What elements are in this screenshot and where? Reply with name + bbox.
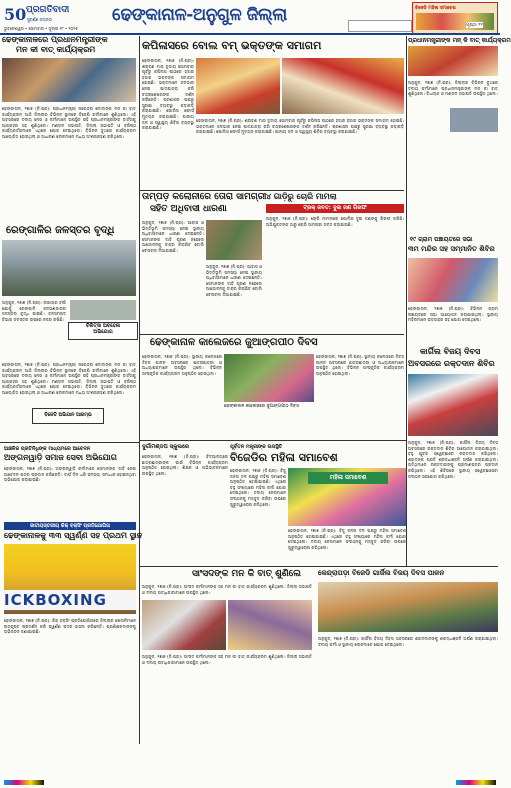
- reg-swatch-r: [456, 780, 496, 785]
- photo-kargil: [408, 374, 498, 436]
- photo-sansad-2: [228, 600, 312, 650]
- body-sahbhagi-2: ଢେଙ୍କାନାଳ, ୨୭ା୭ (ନି.ପ୍ର): ବିଭିନ୍ନ ଗ୍ରାମ ପଞ୍ଚାୟତରେ ସଭା ଆୟୋଜନ କରାଯାଇଥିଲା। ସ୍ଥାନୀୟ ମହିଳାମାନେ ଉତ୍ସାହର ସହ ଯୋଗ ଦେଇଥିଲେ।: [408, 306, 498, 323]
- body-anganwadi: ଢେଙ୍କାନାଳ, ୨୭ା୭ (ନି.ପ୍ର): ଅଙ୍ଗନୱାଡ଼ି କର୍ମୀମାନେ ସେମାନଙ୍କ ଦାବି ନେଇ ଆବେଦନ ପତ୍ର ପ୍ରଦାନ କରିଛନ୍ତି। ଦୀର୍ଘ ଦିନ ଧରି ସମସ୍ୟା ସମାଧାନ ହୋଇନଥିବା ଅଭିଯୋଗ କରାଯାଇଛି।: [4, 466, 136, 483]
- body-kapilas-2: ଢେଙ୍କାନାଳ, ୨୭ା୭ (ନି.ପ୍ର): ଶ୍ରାବଣ ମାସ ତୃତୀୟ ସୋମବାର ପୂର୍ବରୁ କପିଳାସ ପୀଠରେ ହଜାର ହଜାର ଭକ୍ତଙ୍କ ସମାଗମ ହୋଇଛି। ଭକ୍ତମାନେ ଜଳଭାର ନେଇ ପାଦଯାତ୍ରା କରି ଚନ୍ଦ୍ରଶେଖରଙ୍କ ଦର୍ଶନ କରିଛନ୍ତି। ପ୍ରଶାସନ ପକ୍ଷରୁ ସୁରକ୍ଷା ବ୍ୟବସ୍ଥା କଡ଼ାକଡ଼ି କରାଯାଇଛି। ପୋଲିସ ଫୋର୍ସ ମୁତୟନ କରାଯାଇଛି। ପାନୀୟ ଜଳ ଓ ସ୍ୱାସ୍ଥ୍ୟ ଶିବିର ବ୍ୟବସ୍ଥା କରାଯାଇଛି।: [196, 118, 404, 135]
- photo-river-2: [70, 300, 136, 320]
- body-bjd-women: ଢେଙ୍କାନାଳ, ୨୭ା୭ (ନି.ପ୍ର): ବିଜୁ ଜନତା ଦଳ ପକ୍ଷରୁ ମହିଳା ସମାବେଶ ଅନୁଷ୍ଠିତ ହୋଇଯାଇଛି। ଏଥିରେ ବହୁ ସଂଖ୍ୟାରେ ମହିଳା କର୍ମୀ ଯୋଗ ଦେଇଥିଲେ। ଦଳୀୟ ନେତାମାନେ ସଂଗଠନକୁ ମଜବୁତ କରିବା ଉପରେ ଗୁରୁତ୍ୱାରୋପ କରିଥିଲେ।: [230, 468, 286, 507]
- photo-baramba: [224, 354, 314, 402]
- body-kendrapara: ଅନୁଗୁଳ, ୨୭ା୭ (ନି.ପ୍ର): କାର୍ଗିଲ ବିଜୟ ଦିବସ ଅବସରରେ ଶହୀଦମାନଙ୍କୁ ଶ୍ରଦ୍ଧାଞ୍ଜଳି ଅର୍ପଣ କରାଯାଇଥିଲା। ଦଳୀୟ କର୍ମୀ ଓ ସ୍ଥାନୀୟ ଲୋକମାନେ ଯୋଗ ଦେଇଥିଲେ।: [318, 636, 498, 647]
- headline-police: ୪ ଗାଡ଼ିରୁ ଚୋରି ମାମଲା: [266, 192, 337, 201]
- registration-bar: [0, 778, 500, 788]
- sub-river-2: ଅଭିଯୋଗ: [93, 329, 113, 335]
- headline-dharna-2: ସହିତ ଅଧିବାସୀ ଧାରଣା: [150, 204, 227, 214]
- article-mann-ki-baat: [2, 36, 136, 440]
- headline-bjd-women: ବିଜେଡିର ମହିଳା ସମାବେଶ: [230, 451, 338, 464]
- divider-left-2: [0, 442, 139, 443]
- photo-bjd-women: [288, 468, 406, 526]
- body-dharna-2: ଅନୁଗୁଳ, ୨୭ା୭ (ନି.ପ୍ର): ଆବାସ ଓ ଭିତ୍ତିଭୂମି ସମସ୍ୟା ନେଇ ସ୍ଥାନୀୟ ଅଧିବାସୀମାନେ ଧାରଣା ଦେଇଛନ୍ତି। ସେମାନଙ୍କ ଦାବି ପୂରଣ ନହେଲେ ଆନ୍ଦୋଳନକୁ ତୀବ୍ର କରାଯିବ ବୋଲି ଚେତାବନୀ ଦିଆଯାଇଛି।: [206, 264, 262, 297]
- logo-number: 50: [4, 5, 27, 24]
- divider-right: [406, 36, 407, 566]
- headline-kickboxing: ଢେଙ୍କାନାଳକୁ ୩୩ ସ୍ୱର୍ଣ୍ଣ ସହ ପ୍ରଥମ ସ୍ଥାନ: [4, 531, 143, 540]
- photo-pm-right-2: [450, 108, 498, 132]
- ad-strip: [348, 20, 412, 32]
- headline-pm-right: ପ୍ରଧାନମନ୍ତ୍ରୀଙ୍କ ମନ୍ କି ବାତ୍ କାର୍ଯ୍ୟକ୍ରମ: [408, 37, 511, 44]
- headline-sahbhagi: ୩ମ ମନ୍ଦିର ସହ ସମ୍ମାନିତ ଶିବିର: [408, 245, 495, 253]
- logo-50: [4, 5, 26, 23]
- ad-label: ବିଜେଡି ମହିଳା ସମାବେଶ: [415, 6, 456, 11]
- body-baramba-2: ଢେଙ୍କାନାଳ, ୨୭ା୭ (ନି.ପ୍ର): ସ୍ଥାନୀୟ କଲେଜରେ ଦିବସ ପାଳନ ଅବସରରେ ଛାତ୍ରଛାତ୍ରୀ ଓ ଅଧ୍ୟାପକମାନେ ଉପସ୍ଥିତ ଥିଲେ। ବିଭିନ୍ନ ସାଂସ୍କୃତିକ କାର୍ଯ୍ୟକ୍ରମ ଅନୁଷ୍ଠିତ ହୋଇଥିଲା।: [316, 354, 404, 376]
- section-title: ଢେଙ୍କାନାଳ-ଅନୁଗୁଳ ଜିଲ୍ଲା: [112, 5, 287, 25]
- bjd-women-banner: ମହିଳା ସମାବେଶ: [308, 472, 388, 484]
- sub-river-1: ଚିକିତ୍ସା ଅବହେଳା: [86, 323, 120, 329]
- body-baramba: ଢେଙ୍କାନାଳ, ୨୭ା୭ (ନି.ପ୍ର): ସ୍ଥାନୀୟ କଲେଜରେ ଦିବସ ପାଳନ ଅବସରରେ ଛାତ୍ରଛାତ୍ରୀ ଓ ଅଧ୍ୟାପକମାନେ ଉପସ୍ଥିତ ଥିଲେ। ବିଭିନ୍ନ ସାଂସ୍କୃତିକ କାର୍ଯ୍ୟକ୍ରମ ଅନୁଷ୍ଠିତ ହୋଇଥିଲା।: [142, 354, 222, 376]
- body-dharna: ଅନୁଗୁଳ, ୨୭ା୭ (ନି.ପ୍ର): ଆବାସ ଓ ଭିତ୍ତିଭୂମି ସମସ୍ୟା ନେଇ ସ୍ଥାନୀୟ ଅଧିବାସୀମାନେ ଧାରଣା ଦେଇଛନ୍ତି। ସେମାନଙ୍କ ଦାବି ପୂରଣ ନହେଲେ ଆନ୍ଦୋଳନକୁ ତୀବ୍ର କରାଯିବ ବୋଲି ଚେତାବନୀ ଦିଆଯାଇଛି।: [142, 220, 204, 253]
- headline-kargil-2: ଅବସରରେ ରକ୍ତଦାନ ଶିବିର: [408, 359, 495, 368]
- headline-dharna-1: ତାମ୍ପଡ଼ କଲୋନୀରେ ତୋରା ସାମଗ୍ରୀ: [142, 192, 267, 202]
- kicker-bjd-women: ପୂର୍ବତନ ମନ୍ତ୍ରୀଙ୍କ ଉପସ୍ଥିତି: [230, 444, 283, 450]
- body-bjd-women-2: ଢେଙ୍କାନାଳ, ୨୭ା୭ (ନି.ପ୍ର): ବିଜୁ ଜନତା ଦଳ ପକ୍ଷରୁ ମହିଳା ସମାବେଶ ଅନୁଷ୍ଠିତ ହୋଇଯାଇଛି। ଏଥିରେ ବହୁ ସଂଖ୍ୟାରେ ମହିଳା କର୍ମୀ ଯୋଗ ଦେଇଥିଲେ। ଦଳୀୟ ନେତାମାନେ ସଂଗଠନକୁ ମଜବୁତ କରିବା ଉପରେ ଗୁରୁତ୍ୱାରୋପ କରିଥିଲେ।: [288, 528, 406, 550]
- kicker-anganwadi: ଆଞ୍ଚଳିକ ପ୍ରତିନିଧିଙ୍କ ମାଧ୍ୟମରେ ଆବେଦନ: [4, 446, 91, 452]
- banner-police: ଟ୍ରକ୍ ଜବତ: ଦୁଇ ଜଣ ଗିରଫ: [266, 204, 404, 213]
- body-kapilas: ଢେଙ୍କାନାଳ, ୨୭ା୭ (ନି.ପ୍ର): ଶ୍ରାବଣ ମାସ ତୃତୀୟ ସୋମବାର ପୂର୍ବରୁ କପିଳାସ ପୀଠରେ ହଜାର ହଜାର ଭକ୍ତଙ୍କ ସମାଗମ ହୋଇଛି। ଭକ୍ତମାନେ ଜଳଭାର ନେଇ ପାଦଯାତ୍ରା କରି ଚନ୍ଦ୍ରଶେଖରଙ୍କ ଦର୍ଶନ କରିଛନ୍ତି। ପ୍ରଶାସନ ପକ୍ଷରୁ ସୁରକ୍ଷା ବ୍ୟବସ୍ଥା କଡ଼ାକଡ଼ି କରାଯାଇଛି। ପୋଲିସ ଫୋର୍ସ ମୁତୟନ କରାଯାଇଛି। ପାନୀୟ ଜଳ ଓ ସ୍ୱାସ୍ଥ୍ୟ ଶିବିର ବ୍ୟବସ୍ଥା କରାଯାଇଛି।: [142, 58, 194, 131]
- divider-left: [139, 36, 140, 744]
- headline-sansad: ସାଂସଦଙ୍କ ମନ କି ବାତ୍ ଶୁଣିଲେ: [192, 569, 301, 579]
- photo-dharna: [206, 220, 262, 260]
- body-kickboxing: ଢେଙ୍କାନାଳ, ୨୭ା୭ (ନି.ପ୍ର): କିକ୍ ବକ୍ସିଂ ପ୍ରତିଯୋଗିତାରେ ଜିଲ୍ଲାର ଖେଳାଳିମାନେ ଉତ୍କୃଷ୍ଟ ପ୍ରଦର୍ଶନ କରି ସ୍ୱର୍ଣ୍ଣ ପଦକ ହାସଲ କରିଛନ୍ତି। ପ୍ରଶିକ୍ଷକମାନଙ୍କୁ ଅଭିନନ୍ଦନ ଜଣାଯାଇଛି।: [4, 618, 136, 635]
- page-number: ପୃଷ୍ଠା ୧୧: [466, 23, 483, 28]
- kicker-kickboxing: ଜାତୀୟସ୍ତରୀୟ କିକ୍ ବକ୍ସିଂ ପ୍ରତିଯୋଗିତା: [4, 522, 136, 530]
- headline-anganwadi: ଅଙ୍ଗନୱାଡ଼ି ସମାଜ ସେବା ଅଭିଯୋଗ: [4, 453, 117, 462]
- photo-kendrapara: [318, 582, 498, 632]
- masthead: [0, 0, 500, 34]
- kicker-durga-mandap: ଦୁର୍ଗାମଣ୍ଡପ ସ୍କୁଲରେ: [142, 444, 189, 450]
- headline-baramba: ଢେଙ୍କାନାଳ କାଲେଜରେ ଜୁଆଙ୍ଗପୀଠ ଦିବସ: [150, 337, 318, 348]
- body-durga-mandap: ଢେଙ୍କାନାଳ, ୨୭ା୭ (ନି.ପ୍ର): ବିଦ୍ୟାଳୟରେ ଛାତ୍ରଛାତ୍ରୀଙ୍କ ପାଇଁ ବିଭିନ୍ନ କାର୍ଯ୍ୟକ୍ରମ ଅନୁଷ୍ଠିତ ହୋଇଥିଲା। ଶିକ୍ଷକ ଓ ଅଭିଭାବକମାନେ ଉପସ୍ଥିତ ଥିଲେ।: [142, 454, 228, 476]
- photo-pm-right: [408, 46, 498, 76]
- divider-center-1: [140, 190, 404, 191]
- headline-kargil-1: କାର୍ଗିଲ ବିଜୟ ଦିବସ: [420, 347, 481, 356]
- divider-center-3: [140, 440, 406, 441]
- body-sansad: ଅନୁଗୁଳ, ୨୭ା୭ (ନି.ପ୍ର): ସାଂସଦ କର୍ମୀମାନଙ୍କ ସହ ମନ କୀ ବାତ୍ କାର୍ଯ୍ୟକ୍ରମ ଶୁଣିଥିଲେ। ଜିଲ୍ଲା ସଭାପତି ଓ ଦଳୀୟ ପଦାଧିକାରୀମାନେ ଉପସ୍ଥିତ ଥିଲେ।: [142, 584, 312, 595]
- paper-name: ପ୍ରଗତିବାଦୀ: [26, 5, 70, 15]
- photo-sansad: [142, 600, 226, 650]
- photo-kapilas-1: [196, 58, 280, 114]
- body-police: ଅନୁଗୁଳ, ୨୭ା୭ (ନି.ପ୍ର): ଚୋରି ମାମଲାରେ ପୋଲିସ ଦୁଇ ଜଣଙ୍କୁ ଗିରଫ କରିଛି। ଅଭିଯୁକ୍ତଙ୍କ ଠାରୁ ଚୋରି ସାମଗ୍ରୀ ଜବତ କରାଯାଇଛି।: [266, 216, 404, 227]
- caption-baramba: ଢେଙ୍କାନାଳ କାଲେଜରେ ଜୁଆଙ୍ଗପୀଠ ଦିବସ: [224, 404, 299, 409]
- headline-kendrapara: କେନ୍ଦ୍ରାପଡ଼ା ବିଜେଡି ଗାର୍ଜିଲ ବିଜୟ ଦିବସ ପାଳନ: [318, 569, 445, 577]
- headline-mann-ki-baat-1: ଢେଙ୍କାନାଳରେ ପ୍ରଧାନମନ୍ତ୍ରୀଙ୍କ: [2, 35, 108, 44]
- kicker-sahbhagi: ୧୯ ଗ୍ରାମ ପଞ୍ଚାୟତରେ ସଭା: [410, 236, 473, 243]
- body-river: ଅନୁଗୁଳ, ୨୭ା୭ (ନି.ପ୍ର): ଲଗାତାର ବର୍ଷା ଯୋଗୁଁ ରେଙ୍ଗାଳି ଜଳଭଣ୍ଡାରର ଜଳସ୍ତର ବୃଦ୍ଧି ପାଇଛି। ଜଳସମ୍ପଦ ବିଭାଗ ଜଳସ୍ତର ଉପରେ ନଜର ରଖିଛି।: [2, 300, 66, 322]
- box-1: [32, 408, 104, 424]
- headline-kapilas: କପିଳାସରେ ବୋଲ ବମ୍ ଭକ୍ତଙ୍କ ସମାଗମ: [142, 39, 322, 52]
- body-kargil: ଅନୁଗୁଳ, ୨୭ା୭ (ନି.ପ୍ର): କାର୍ଗିଲ ବିଜୟ ଦିବସ ଅବସରରେ ରକ୍ତଦାନ ଶିବିର ଆୟୋଜନ କରାଯାଇଥିଲା। ବହୁ ଯୁବକ ସ୍ୱେଚ୍ଛାରେ ରକ୍ତଦାନ କରିଥିଲେ। ଶହୀଦଙ୍କ ପ୍ରତି ଶ୍ରଦ୍ଧାଞ୍ଜଳି ଅର୍ପଣ କରାଯାଇଥିଲା। ଅତିଥିମାନେ ରକ୍ତଦାତାଙ୍କୁ ପ୍ରମାଣପତ୍ର ପ୍ରଦାନ କରିଥିଲେ। ଏହି ଶିବିରରେ ସ୍ଥାନୀୟ ସ୍ୱେଚ୍ଛାସେବୀ ସଂଗଠନ ସହଯୋଗ କରିଥିଲେ।: [408, 440, 498, 479]
- body-river-2: ଢେଙ୍କାନାଳ, ୨୭ା୭ (ନି.ପ୍ର): ପ୍ରଧାନମନ୍ତ୍ରୀ ନରେନ୍ଦ୍ର ମୋଦୀଙ୍କ ମନ କୀ ବାତ୍ କାର୍ଯ୍ୟକ୍ରମ ଆଜି ଜିଲ୍ଲାର ବିଭିନ୍ନ ସ୍ଥାନରେ ବିଜେପି କର୍ମୀମାନେ ଶୁଣିଥିଲେ। ଏହି ଅବସରରେ ଦଳୀୟ ନେତା ଓ କର୍ମୀମାନେ ଉପସ୍ଥିତ ରହି ପ୍ରଧାନମନ୍ତ୍ରୀଙ୍କ ବାର୍ତ୍ତାକୁ ଆଗ୍ରହର ସହ ଶୁଣିଥିଲେ। ମଣ୍ଡଳ ସଭାପତି, ଜିଲ୍ଲା ସଭାପତି ଓ ବରିଷ୍ଠ କାର୍ଯ୍ୟକର୍ତ୍ତାମାନେ ଏଥିରେ ଯୋଗ ଦେଇଥିଲେ। ବିଭିନ୍ନ ବୁଥରେ କାର୍ଯ୍ୟକ୍ରମ ଆୟୋଜିତ ହୋଇଥିଲା ଓ ସାଧାରଣ ଲୋକମାନେ ମଧ୍ୟ ଅଂଶଗ୍ରହଣ କରିଥିଲେ।: [2, 362, 136, 395]
- kickboxing-banner: ICKBOXING: [4, 590, 136, 610]
- body-sansad-2: ଅନୁଗୁଳ, ୨୭ା୭ (ନି.ପ୍ର): ସାଂସଦ କର୍ମୀମାନଙ୍କ ସହ ମନ କୀ ବାତ୍ କାର୍ଯ୍ୟକ୍ରମ ଶୁଣିଥିଲେ। ଜିଲ୍ଲା ସଭାପତି ଓ ଦଳୀୟ ପଦାଧିକାରୀମାନେ ଉପସ୍ଥିତ ଥିଲେ।: [142, 654, 312, 665]
- photo-sahbhagi: [408, 258, 498, 302]
- logo-subtitle: ସୁବର୍ଣ୍ଣ ଜୟନ୍ତୀ: [27, 17, 53, 22]
- body-pm-right: ଅନୁଗୁଳ, ୨୭ା୭ (ନି.ପ୍ର): ଜିଲ୍ଲାର ବିଭିନ୍ନ ବୁଥରେ ଦଳୀୟ କର୍ମୀମାନେ ପ୍ରଧାନମନ୍ତ୍ରୀଙ୍କ ମନ କୀ ବାତ୍ ଶୁଣିଥିଲେ। ବିଧାୟକ ଓ ମଣ୍ଡଳ ସଭାପତି ଉପସ୍ଥିତ ଥିଲେ।: [408, 80, 498, 97]
- box-1-text: ବିଜେଡି ଅଭିଯାନ ଆରମ୍ଭ: [44, 413, 92, 418]
- sub-box-river: [68, 322, 138, 340]
- dateline: ଭୁବନେଶ୍ୱର • ସୋମବାର • ଜୁଲାଇ ୨୮ • ୨୦୨୫: [4, 26, 78, 31]
- ad-box: [412, 2, 498, 34]
- photo-kickboxing: [4, 544, 136, 614]
- photo-river: [2, 240, 136, 296]
- reg-swatch-c: [4, 780, 44, 785]
- headline-river: ରେଙ୍ଗାଳିର ଜଳସ୍ତର ବୃଦ୍ଧି: [6, 225, 115, 236]
- photo-kapilas-2: [282, 58, 404, 114]
- divider-center-2: [140, 334, 404, 335]
- photo-mann-ki-baat: [2, 58, 136, 102]
- divider-center-4: [140, 566, 498, 567]
- body-mann-ki-baat: ଢେଙ୍କାନାଳ, ୨୭ା୭ (ନି.ପ୍ର): ପ୍ରଧାନମନ୍ତ୍ରୀ ନରେନ୍ଦ୍ର ମୋଦୀଙ୍କ ମନ କୀ ବାତ୍ କାର୍ଯ୍ୟକ୍ରମ ଆଜି ଜିଲ୍ଲାର ବିଭିନ୍ନ ସ୍ଥାନରେ ବିଜେପି କର୍ମୀମାନେ ଶୁଣିଥିଲେ। ଏହି ଅବସରରେ ଦଳୀୟ ନେତା ଓ କର୍ମୀମାନେ ଉପସ୍ଥିତ ରହି ପ୍ରଧାନମନ୍ତ୍ରୀଙ୍କ ବାର୍ତ୍ତାକୁ ଆଗ୍ରହର ସହ ଶୁଣିଥିଲେ। ମଣ୍ଡଳ ସଭାପତି, ଜିଲ୍ଲା ସଭାପତି ଓ ବରିଷ୍ଠ କାର୍ଯ୍ୟକର୍ତ୍ତାମାନେ ଏଥିରେ ଯୋଗ ଦେଇଥିଲେ। ବିଭିନ୍ନ ବୁଥରେ କାର୍ଯ୍ୟକ୍ରମ ଆୟୋଜିତ ହୋଇଥିଲା ଓ ସାଧାରଣ ଲୋକମାନେ ମଧ୍ୟ ଅଂଶଗ୍ରହଣ କରିଥିଲେ।: [2, 106, 136, 139]
- headline-mann-ki-baat-2: ମନ କୀ ବାତ୍ କାର୍ଯ୍ୟକ୍ରମ: [16, 45, 96, 54]
